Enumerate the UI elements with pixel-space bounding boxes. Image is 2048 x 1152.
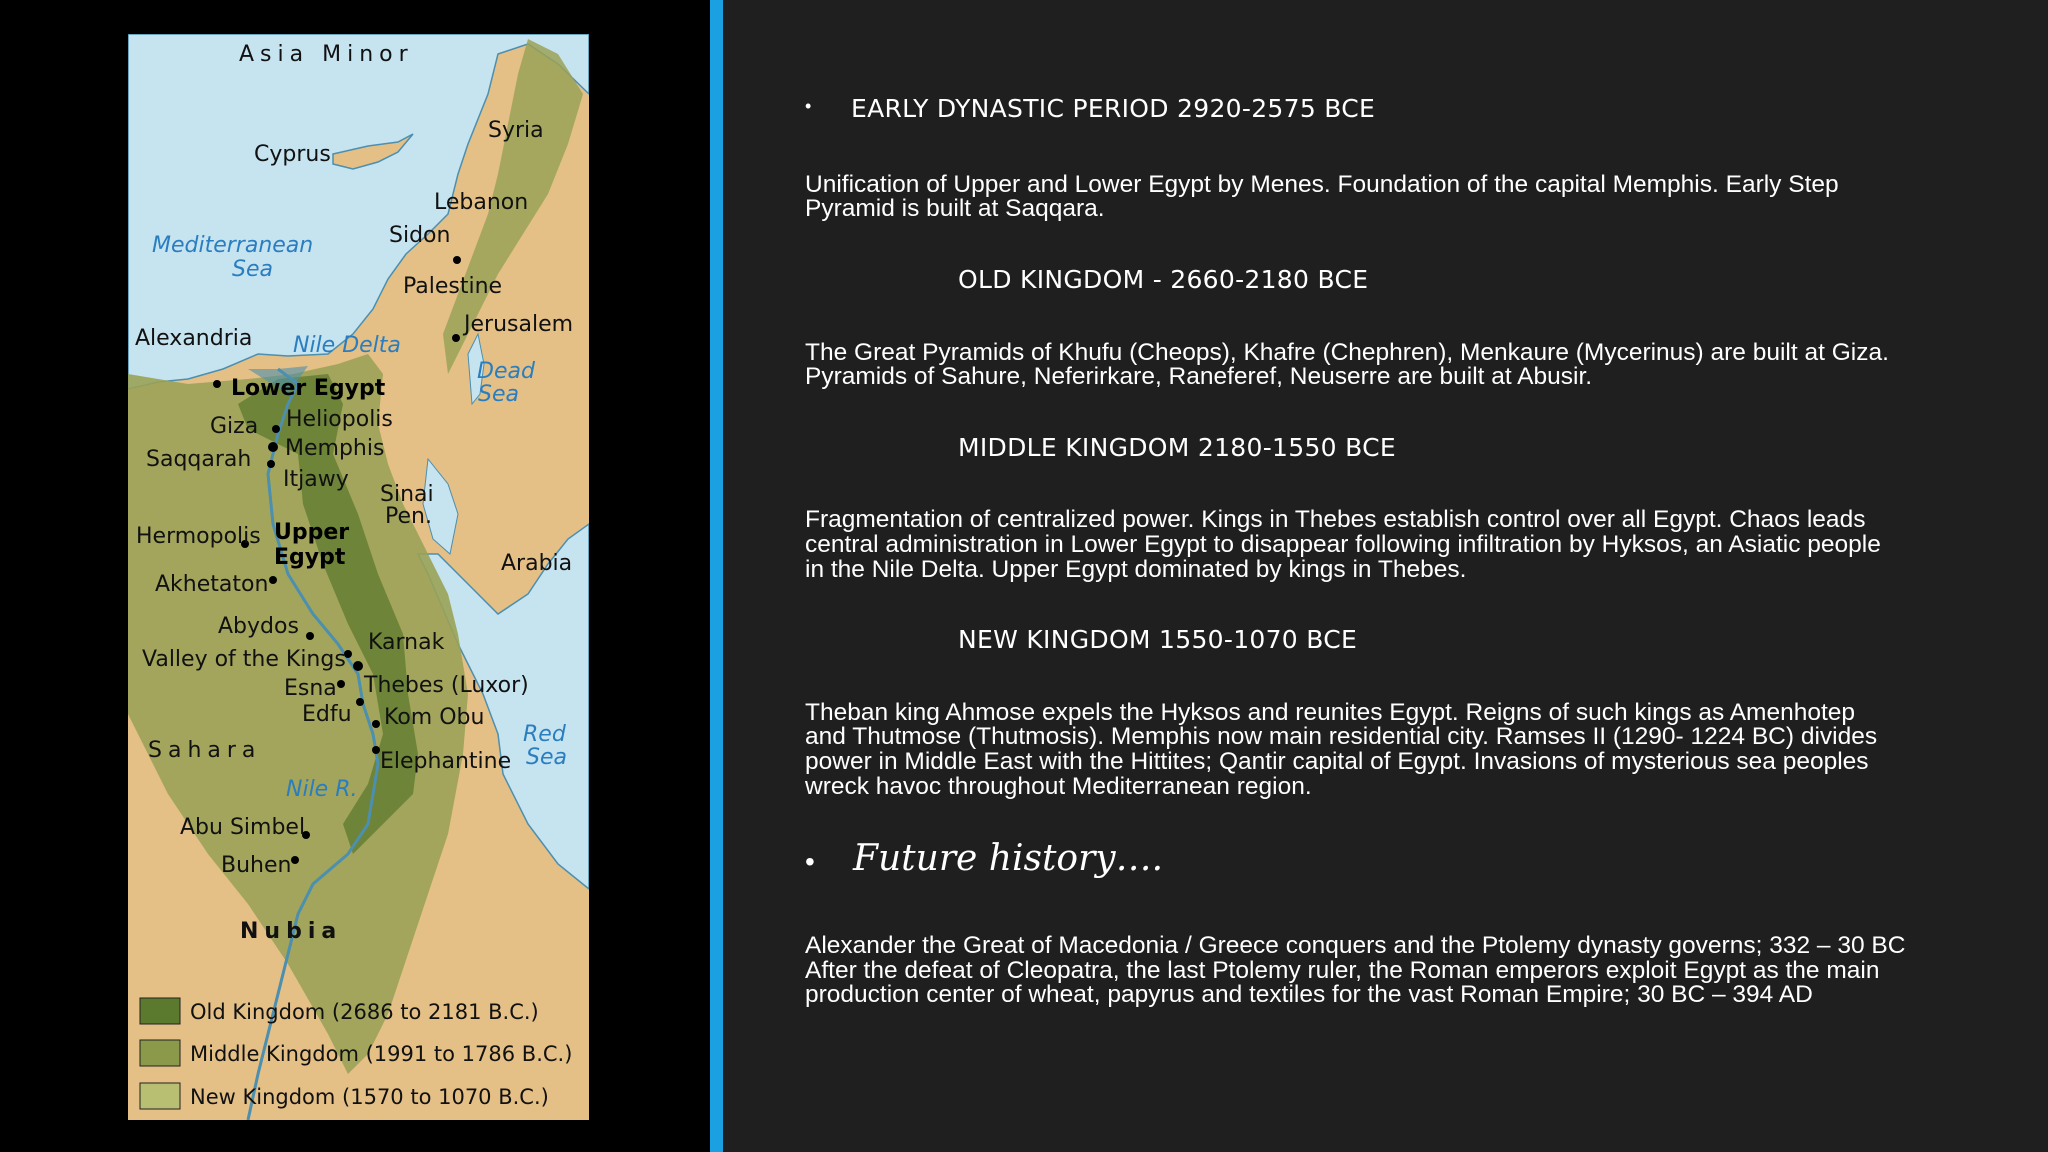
bullet-future: • xyxy=(805,846,815,877)
left-panel xyxy=(0,0,710,1152)
middle-text-line-2: central administration in Lower Egypt to disappear following infiltration by Hyksos, an Asiatic people xyxy=(805,531,1881,558)
label-cyprus: Cyprus xyxy=(254,142,331,167)
label-elephantine: Elephantine xyxy=(380,749,512,774)
middle-text-line-3: in the Nile Delta. Upper Egypt dominated by kings in Thebes. xyxy=(805,556,1467,583)
label-akhetaton: Akhetaton xyxy=(155,572,269,597)
label-edfu: Edfu xyxy=(302,702,352,727)
label-sahara: Sahara xyxy=(148,738,262,763)
future-text-line-2: After the defeat of Cleopatra, the last Ptolemy ruler, the Roman emperors exploit Egypt as the main xyxy=(805,957,1880,984)
label-syria: Syria xyxy=(488,118,544,143)
legend-swatch-old xyxy=(140,998,180,1024)
label-sidon: Sidon xyxy=(389,223,451,248)
label-sinai: Sinai xyxy=(380,482,434,507)
label-lower-egypt: Lower Egypt xyxy=(231,376,386,401)
new-text-line-4: wreck havoc throughout Mediterranean region. xyxy=(805,773,1312,800)
label-esna: Esna xyxy=(284,676,337,701)
accent-divider xyxy=(710,0,723,1152)
legend-swatch-middle xyxy=(140,1040,180,1066)
new-text-line-3: power in Middle East with the Hittites; Qantir capital of Egypt. Invasions of mysterious sea peoples xyxy=(805,748,1869,775)
label-valley-of-the-kings: Valley of the Kings xyxy=(142,647,346,672)
heading-future-history: Future history…. xyxy=(853,838,1164,879)
label-buhen: Buhen xyxy=(221,853,292,878)
early-text-line-1: Unification of Upper and Lower Egypt by Menes. Foundation of the capital Memphis. Early Step xyxy=(805,171,1839,198)
future-text-line-1: Alexander the Great of Macedonia / Greece conquers and the Ptolemy dynasty governs; 332 – 30 BC xyxy=(805,932,1906,959)
heading-middle-kingdom: MIDDLE KINGDOM 2180-1550 BCE xyxy=(958,433,1396,462)
heading-early-dynastic: EARLY DYNASTIC PERIOD 2920-2575 BCE xyxy=(851,94,1376,123)
legend-middle-kingdom: Middle Kingdom (1991 to 1786 B.C.) xyxy=(190,1042,573,1066)
heading-new-kingdom: NEW KINGDOM 1550-1070 BCE xyxy=(958,625,1358,654)
legend-swatch-new xyxy=(140,1083,180,1109)
label-abydos: Abydos xyxy=(218,614,299,639)
label-arabia: Arabia xyxy=(501,551,573,576)
bullet-early: • xyxy=(805,96,812,116)
label-egypt: Egypt xyxy=(274,545,346,570)
label-saqqarah: Saqqarah xyxy=(146,447,252,472)
label-karnak: Karnak xyxy=(368,630,445,655)
new-text-line-1: Theban king Ahmose expels the Hyksos and reunites Egypt. Reigns of such kings as Amenhotep xyxy=(805,699,1856,726)
label-red-sea: Sea xyxy=(526,745,567,770)
label-nile-delta: Nile Delta xyxy=(293,333,401,358)
label-abu-simbel: Abu Simbel xyxy=(180,815,306,840)
early-text-line-2: Pyramid is built at Saqqara. xyxy=(805,195,1105,222)
label-thebes: Thebes (Luxor) xyxy=(364,673,529,698)
label-upper: Upper xyxy=(274,520,350,545)
label-pen: Pen. xyxy=(385,504,432,529)
label-lebanon: Lebanon xyxy=(434,190,529,215)
map-legend xyxy=(140,998,572,1109)
future-text-line-3: production center of wheat, papyrus and textiles for the vast Roman Empire; 30 BC – 394 AD xyxy=(805,981,1813,1008)
middle-text-line-1: Fragmentation of centralized power. Kings in Thebes establish control over all Egypt. Chaos leads xyxy=(805,506,1866,533)
ancient-egypt-map xyxy=(128,34,589,1120)
label-kom-obu: Kom Obu xyxy=(384,705,485,730)
label-heliopolis: Heliopolis xyxy=(286,407,393,432)
label-hermopolis: Hermopolis xyxy=(136,524,261,549)
label-dead-sea: Sea xyxy=(478,382,519,407)
label-asia-minor: Asia Minor xyxy=(239,42,414,67)
label-itjawy: Itjawy xyxy=(283,467,349,492)
new-text-line-2: and Thutmose (Thutmosis). Memphis now main residential city. Ramses II (1290- 1224 BC) divides xyxy=(805,723,1878,750)
label-giza: Giza xyxy=(210,414,259,439)
heading-old-kingdom: OLD KINGDOM - 2660-2180 BCE xyxy=(958,265,1369,294)
label-memphis: Memphis xyxy=(285,436,385,461)
label-alexandria: Alexandria xyxy=(135,326,253,351)
label-palestine: Palestine xyxy=(403,274,503,299)
label-nile-r: Nile R. xyxy=(286,777,358,802)
label-jerusalem: Jerusalem xyxy=(464,312,574,337)
label-mediterranean: Mediterranean xyxy=(152,233,314,258)
legend-old-kingdom: Old Kingdom (2686 to 2181 B.C.) xyxy=(190,1000,539,1024)
label-red: Red xyxy=(523,722,566,747)
old-text-line-2: Pyramids of Sahure, Neferirkare, Raneferef, Neuserre are built at Abusir. xyxy=(805,363,1593,390)
legend-new-kingdom: New Kingdom (1570 to 1070 B.C.) xyxy=(190,1085,549,1109)
old-text-line-1: The Great Pyramids of Khufu (Cheops), Khafre (Chephren), Menkaure (Mycerinus) are built at Giza. xyxy=(805,339,1889,366)
label-dead: Dead xyxy=(477,359,535,384)
label-mediterranean-sea: Sea xyxy=(232,257,273,282)
label-nubia: Nubia xyxy=(240,919,343,944)
